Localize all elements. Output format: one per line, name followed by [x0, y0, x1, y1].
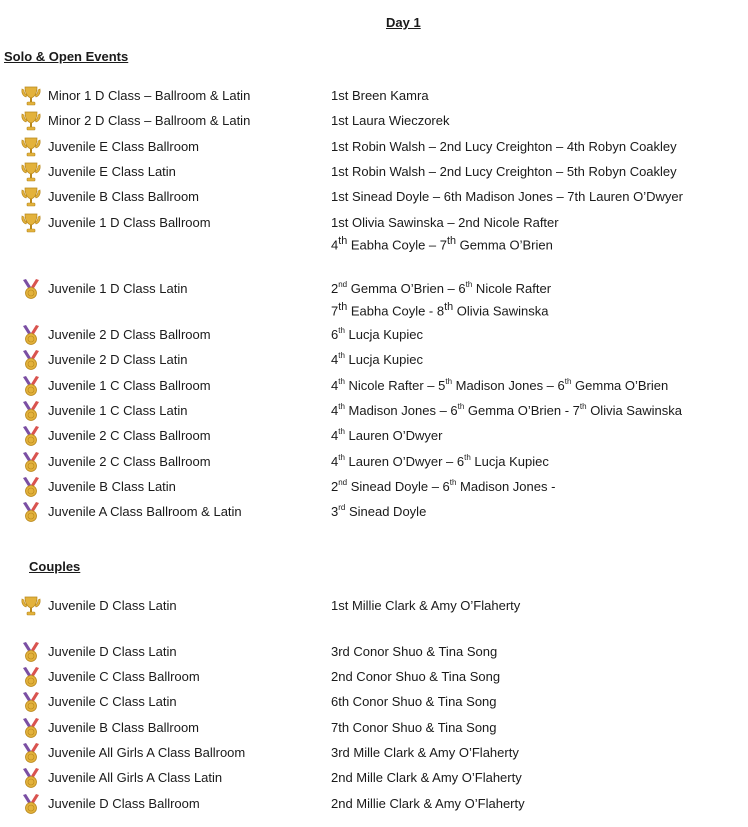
medal-icon — [20, 425, 42, 447]
result-row — [0, 694, 748, 714]
medal-icon — [20, 451, 42, 473]
event-name: Juvenile E Class Ballroom — [48, 139, 200, 154]
page-title: Day 1 — [386, 15, 421, 30]
placings: 4th Lauren O’Dwyer — [331, 426, 443, 443]
event-name: Juvenile 1 D Class Ballroom — [48, 215, 211, 230]
trophy-icon — [20, 85, 42, 107]
trophy-icon — [20, 595, 42, 617]
medal-icon — [20, 375, 42, 397]
trophy-icon — [20, 161, 42, 183]
placings: 1st Sinead Doyle – 6th Madison Jones – 7th Lauren O’Dwyer — [331, 189, 683, 204]
medal-icon — [20, 324, 42, 346]
placings: 2nd Gemma O’Brien – 6th Nicole Rafter — [331, 279, 552, 296]
trophy-icon — [20, 110, 42, 132]
placings: 1st Robin Walsh – 2nd Lucy Creighton – 4th Robyn Coakley — [331, 139, 677, 154]
event-name: Juvenile 1 D Class Latin — [48, 281, 188, 296]
result-row — [0, 644, 748, 664]
result-row — [0, 770, 748, 790]
medal-icon — [20, 476, 42, 498]
result-row — [0, 164, 748, 184]
placings: 2nd Millie Clark & Amy O’Flaherty — [331, 796, 525, 811]
medal-icon — [20, 400, 42, 422]
event-name: Juvenile 2 C Class Ballroom — [48, 454, 211, 469]
placings: 3rd Mille Clark & Amy O’Flaherty — [331, 745, 519, 760]
event-name: Juvenile E Class Latin — [48, 164, 176, 179]
result-row — [0, 479, 748, 499]
placings-continued: 7th Eabha Coyle - 8th Olivia Sawinska — [331, 301, 549, 319]
event-name: Juvenile 2 D Class Ballroom — [48, 327, 211, 342]
result-row — [0, 327, 748, 347]
result-row — [0, 720, 748, 740]
event-name: Juvenile D Class Latin — [48, 644, 177, 659]
placings: 2nd Mille Clark & Amy O’Flaherty — [331, 770, 522, 785]
medal-icon — [20, 742, 42, 764]
result-row — [0, 378, 748, 398]
placings: 1st Millie Clark & Amy O’Flaherty — [331, 598, 521, 613]
placings: 6th Lucja Kupiec — [331, 325, 423, 342]
placings: 3rd Conor Shuo & Tina Song — [331, 644, 498, 659]
event-name: Juvenile A Class Ballroom & Latin — [48, 504, 242, 519]
result-row — [0, 428, 748, 448]
medal-icon — [20, 691, 42, 713]
event-name: Juvenile B Class Ballroom — [48, 720, 200, 735]
placings: 2nd Sinead Doyle – 6th Madison Jones - — [331, 477, 556, 494]
placings-continued: 4th Eabha Coyle – 7th Gemma O’Brien — [331, 235, 553, 253]
medal-icon — [20, 349, 42, 371]
medal-icon — [20, 793, 42, 815]
event-name: Juvenile B Class Latin — [48, 479, 176, 494]
event-name: Juvenile All Girls A Class Ballroom — [48, 745, 246, 760]
event-name: Juvenile C Class Ballroom — [48, 669, 200, 684]
event-name: Juvenile C Class Latin — [48, 694, 177, 709]
result-row — [0, 745, 748, 765]
placings: 7th Conor Shuo & Tina Song — [331, 720, 497, 735]
result-row — [0, 796, 748, 816]
placings: 1st Laura Wieczorek — [331, 113, 450, 128]
result-row — [0, 189, 748, 209]
event-name: Juvenile All Girls A Class Latin — [48, 770, 223, 785]
event-name: Juvenile B Class Ballroom — [48, 189, 200, 204]
placings: 2nd Conor Shuo & Tina Song — [331, 669, 501, 684]
medal-icon — [20, 767, 42, 789]
medal-icon — [20, 501, 42, 523]
placings: 1st Breen Kamra — [331, 88, 429, 103]
placings: 4th Madison Jones – 6th Gemma O’Brien - 7th Olivia Sawinska — [331, 401, 682, 418]
placings: 4th Lauren O’Dwyer – 6th Lucja Kupiec — [331, 452, 549, 469]
trophy-icon — [20, 186, 42, 208]
result-row — [0, 88, 748, 108]
result-row — [0, 113, 748, 133]
result-row — [0, 352, 748, 372]
event-name: Juvenile 1 C Class Ballroom — [48, 378, 211, 393]
event-name: Juvenile D Class Latin — [48, 598, 177, 613]
trophy-icon — [20, 136, 42, 158]
result-row — [0, 279, 748, 319]
event-name: Juvenile 1 C Class Latin — [48, 403, 188, 418]
placings: 4th Nicole Rafter – 5th Madison Jones – 6th Gemma O’Brien — [331, 376, 669, 393]
event-name: Juvenile 2 D Class Latin — [48, 352, 188, 367]
result-row — [0, 454, 748, 474]
event-name: Juvenile 2 C Class Ballroom — [48, 428, 211, 443]
result-row — [0, 669, 748, 689]
result-row — [0, 139, 748, 159]
medal-icon — [20, 717, 42, 739]
result-row — [0, 598, 748, 618]
event-name: Minor 1 D Class – Ballroom & Latin — [48, 88, 251, 103]
result-row — [0, 504, 748, 524]
event-name: Juvenile D Class Ballroom — [48, 796, 200, 811]
medal-icon — [20, 666, 42, 688]
placings: 4th Lucja Kupiec — [331, 350, 423, 367]
medal-icon — [20, 278, 42, 300]
medal-icon — [20, 641, 42, 663]
section-heading-solo: Solo & Open Events — [4, 49, 129, 64]
placings: 6th Conor Shuo & Tina Song — [331, 694, 497, 709]
trophy-icon — [20, 212, 42, 234]
placings: 1st Olivia Sawinska – 2nd Nicole Rafter — [331, 215, 559, 230]
placings: 3rd Sinead Doyle — [331, 502, 427, 519]
placings: 1st Robin Walsh – 2nd Lucy Creighton – 5th Robyn Coakley — [331, 164, 677, 179]
result-row — [0, 215, 748, 253]
event-name: Minor 2 D Class – Ballroom & Latin — [48, 113, 251, 128]
result-row — [0, 403, 748, 423]
section-heading-couples: Couples — [29, 559, 81, 574]
